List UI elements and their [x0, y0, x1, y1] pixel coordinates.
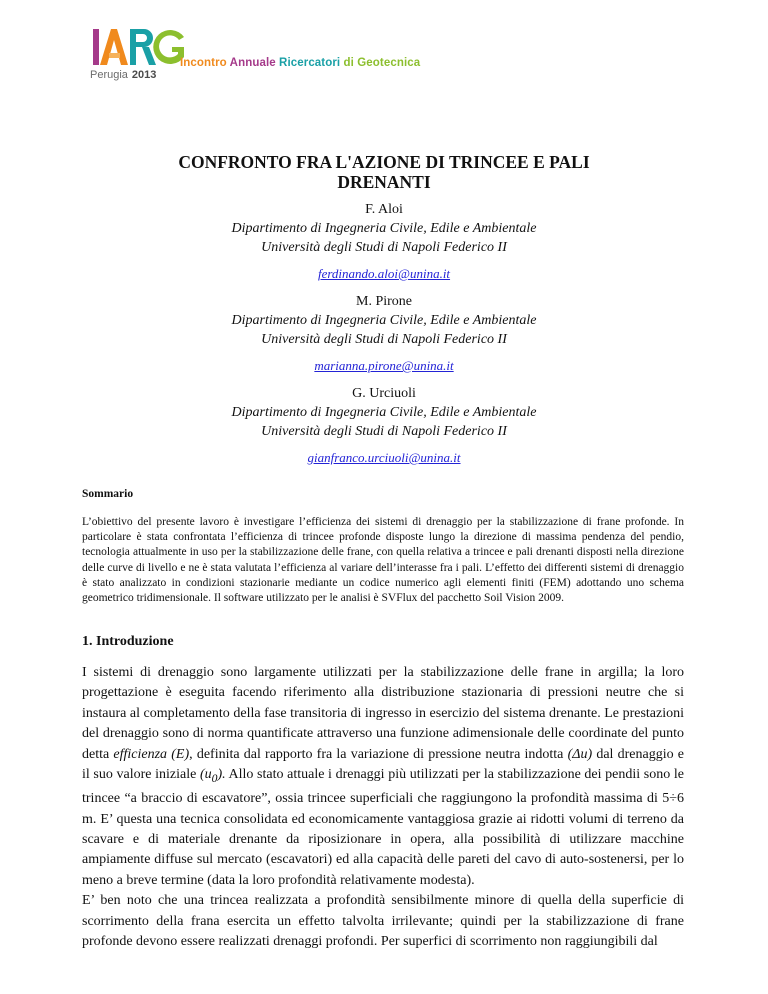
term-delta-u: (Δu): [567, 746, 593, 762]
section-body: [82, 663, 684, 952]
tagline-part-4: di Geotecnica: [343, 57, 421, 69]
paragraph-text: I sistemi di drenaggio sono largamente utilizzati per la stabilizzazione delle frane in argilla; la loro progettazione è eseguita facendo riferimento alla distribuzione stazionaria di pressioni neutre che si instaura al completamento della fase transitoria di ingresso in esercizio del sistema drenante. Le prestazioni del drenaggio sono di norma quantificate attraverso una funzione adimensionale delle coordinate del punto detta: [82, 665, 684, 762]
author-email-link[interactable]: gianfranco.urciuoli@unina.it: [307, 450, 461, 465]
abstract-text: L’obiettivo del presente lavoro è investigare l’efficienza dei sistemi di drenaggio per la stabilizzazione di frane profonde. In particolare è stata confrontata l’efficienza di trincee profonde disposte lungo la direzione di massima pendenza del pendio, tecnologia attualmente in uso per la stabilizzazione delle frane, con quella relativa a trincee e pali drenanti disposti nella direzione delle curve di livello e ne è stata valutata l’efficienza al variare dell’interasse fra i pali. L’effetto dei differenti sistemi di drenaggio è stato analizzato in condizioni stazionarie mediante un codice numerico agli elementi finiti (FEM) adottando uno schema geometrico tridimensionale. Il software utilizzato per le analisi è SVFlux del pacchetto Soil Vision 2009.: [82, 516, 684, 605]
tagline-part-2: Annuale: [229, 57, 276, 69]
tagline-part-3: Ricercatori: [279, 57, 341, 69]
term-u0-subscript: 0: [211, 771, 218, 785]
term-u0-close: ).: [217, 767, 226, 783]
conference-tagline: [180, 57, 420, 69]
paragraph-text: , definita dal rapporto fra la variazione di pressione neutra indotta: [189, 746, 568, 762]
author-email-link[interactable]: ferdinando.aloi@unina.it: [317, 266, 451, 281]
paragraph-text: Allo stato attuale i drenaggi più utilizzati per la stabilizzazione dei pendii sono le trincee “a braccio di escavatore”, ossia trincee superficiali che raggiungono la profondità massima di 5÷6 m. E’ questa una tecnica consolidata ed economicamente vantaggiosa grazie ai ridotti volumi di terreno da scavare e di materiale drenante da riposizionare in opera, alla possibilità di utilizzare macchine ampiamente diffuse sul mercato (escavatori) ed alla capacità delle pareti del cavo di auto-sostenersi, per lo meno a breve termine (data la loro profondità relativamente modesta).: [82, 767, 684, 888]
title-line-2: DRENANTI: [337, 172, 431, 192]
logo-year: 2013: [131, 69, 157, 81]
title-line-1: CONFRONTO FRA L'AZIONE DI TRINCEE E PALI: [178, 152, 590, 172]
paragraph-text: dal drenaggio e il suo valore iniziale: [82, 746, 684, 783]
author-email-link[interactable]: marianna.pirone@unina.it: [314, 358, 454, 373]
author-university: Università degli Studi di Napoli Federico II: [261, 240, 507, 255]
author-block: [100, 384, 668, 467]
author-department: Dipartimento di Ingegneria Civile, Edile e Ambientale: [231, 221, 537, 236]
logo-letter-i: [93, 29, 99, 65]
logo-letter-r: [130, 29, 156, 65]
section-heading: 1. Introduzione: [82, 634, 174, 649]
paragraph: E’ ben noto che una trincea realizzata a profondità sensibilmente minore di quella della superficie di scorrimento della frana esercita un effetto talvolta irrilevante; quindi per la stabilizzazione di frane profonde devono essere realizzati drenaggi profondi. Per superfici di scorrimento non raggiungibili dal: [82, 893, 684, 950]
term-efficienza: efficienza (E): [113, 746, 190, 762]
paragraph: [82, 663, 684, 891]
term-u0: [199, 767, 226, 785]
author-list: [100, 200, 668, 476]
logo-letter-a: [100, 29, 128, 65]
author-university: Università degli Studi di Napoli Federico II: [261, 424, 507, 439]
author-department: Dipartimento di Ingegneria Civile, Edile e Ambientale: [231, 405, 537, 420]
logo-subtitle: [90, 69, 156, 81]
term-u0-base: (u: [199, 767, 212, 783]
author-department: Dipartimento di Ingegneria Civile, Edile e Ambientale: [231, 313, 537, 328]
author-name: F. Aloi: [365, 202, 403, 217]
logo-city: Perugia: [90, 69, 128, 81]
tagline-part-1: Incontro: [180, 57, 227, 69]
paper-title: [100, 152, 668, 192]
author-block: [100, 292, 668, 375]
author-university: Università degli Studi di Napoli Federico II: [261, 332, 507, 347]
abstract-heading: Sommario: [82, 488, 134, 500]
author-name: G. Urciuoli: [352, 386, 416, 401]
author-block: [100, 200, 668, 283]
author-name: M. Pirone: [356, 294, 412, 309]
